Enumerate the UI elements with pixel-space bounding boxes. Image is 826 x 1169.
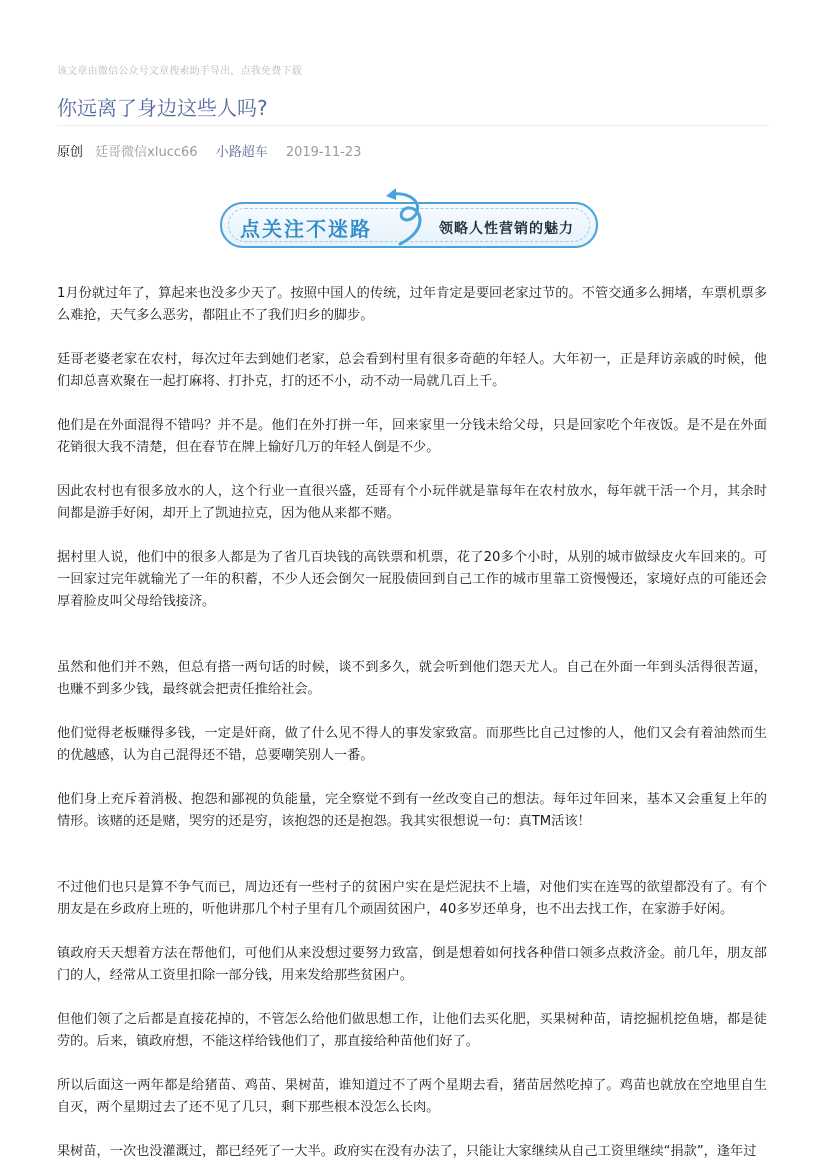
follow-banner[interactable]	[218, 186, 602, 252]
paragraph: 他们是在外面混得不错吗？并不是。他们在外打拼一年，回来家里一分钱未给父母，只是回家吃个年夜饭。是不是在外面花销很大我不清楚，但在春节在牌上输好几万的年轻人倒是不少。	[57, 418, 767, 455]
paragraph: 据村里人说，他们中的很多人都是为了省几百块钱的高铁票和机票，花了20多个小时，从别的城市做绿皮火车回来的。可一回家过完年就输光了一年的积蓄，不少人还会倒欠一屁股债回到自己工作的城市里靠工资慢慢还，家境好点的可能还会厚着脸皮叫父母给钱接济。	[57, 550, 767, 609]
paragraph: 不过他们也只是算不争气而已，周边还有一些村子的贫困户实在是烂泥扶不上墙，对他们实在连骂的欲望都没有了。有个朋友是在乡政府上班的，听他讲那几个村子里有几个顽固贫困户，40多岁还单身，也不出去找工作，在家游手好闲。	[57, 880, 767, 917]
paragraph: 但他们领了之后都是直接花掉的，不管怎么给他们做思想工作，让他们去买化肥，买果树种苗，请挖掘机挖鱼塘，都是徒劳的。后来，镇政府想，不能这样给钱他们了，那直接给种苗他们好了。	[57, 1012, 767, 1049]
article-title: 你远离了身边这些人吗?	[57, 96, 268, 120]
article-meta	[57, 141, 361, 160]
export-notice[interactable]: 该文章由微信公众号文章搜索助手导出，点我免费下载	[57, 66, 302, 77]
paragraph: 镇政府天天想着方法在帮他们，可他们从来没想过要努力致富，倒是想着如何找各种借口领多点救济金。前几年，朋友部门的人，经常从工资里扣除一部分钱，用来发给那些贫困户。	[57, 946, 767, 983]
paragraph: 1月份就过年了，算起来也没多少天了。按照中国人的传统，过年肯定是要回老家过节的。不管交通多么拥堵，车票机票多么难抢，天气多么恶劣，都阻止不了我们归乡的脚步。	[57, 286, 767, 323]
paragraph: 他们身上充斥着消极、抱怨和鄙视的负能量，完全察觉不到有一丝改变自己的想法。每年过年回来，基本又会重复上年的情形。该赌的还是赌，哭穷的还是穷，该抱怨的还是抱怨。我其实很想说一句：真TM活该！	[57, 792, 767, 829]
title-divider	[57, 125, 770, 126]
paragraph: 所以后面这一两年都是给猪苗、鸡苗、果树苗，谁知道过不了两个星期去看，猪苗居然吃掉了。鸡苗也就放在空地里自生自灭，两个星期过去了还不见了几只，剩下那些根本没怎么长肉。	[57, 1078, 767, 1115]
banner-tagline: 领略人性营销的魅力	[439, 221, 574, 237]
paragraph: 因此农村也有很多放水的人，这个行业一直很兴盛，廷哥有个小玩伴就是靠每年在农村放水，每年就干活一个月，其余时间都是游手好闲，却开上了凯迪拉克，因为他从来都不赌。	[57, 484, 767, 521]
article-body	[57, 283, 767, 1163]
paragraph: 果树苗，一次也没灌溉过，都已经死了一大半。政府实在没有办法了，只能让大家继续从自己工资里继续“捐款”，逢年过	[57, 1144, 757, 1159]
banner-follow-text: 点关注不迷路	[240, 217, 372, 241]
paragraph: 虽然和他们并不熟，但总有搭一两句话的时候，谈不到多久，就会听到他们怨天尤人。自己在外面一年到头活得很苦逼，也赚不到多少钱，最终就会把责任推给社会。	[57, 660, 767, 697]
author-name: 廷哥微信xlucc66	[95, 145, 198, 160]
account-link[interactable]: 小路超车	[215, 145, 268, 160]
publish-date: 2019-11-23	[285, 145, 362, 160]
paragraph: 他们觉得老板赚得多钱，一定是奸商，做了什么见不得人的事发家致富。而那些比自己过惨的人，他们又会有着油然而生的优越感，认为自己混得还不错，总要嘲笑别人一番。	[57, 726, 767, 763]
original-label: 原创	[57, 145, 84, 160]
paragraph: 廷哥老婆老家在农村，每次过年去到她们老家，总会看到村里有很多奇葩的年轻人。大年初一，正是拜访亲戚的时候，他们却总喜欢聚在一起打麻将、打扑克，打的还不小，动不动一局就几百上千。	[57, 352, 767, 389]
